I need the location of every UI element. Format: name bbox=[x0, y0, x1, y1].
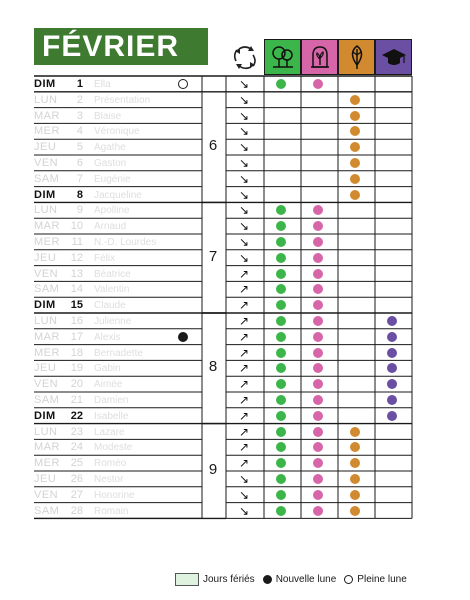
saint-name: Valentin bbox=[94, 284, 130, 296]
day-name: SAM bbox=[34, 394, 60, 406]
day-number: 24 bbox=[70, 441, 83, 454]
saint-name: N.-D. Lourdes bbox=[94, 237, 157, 248]
saint-name: Apolline bbox=[94, 205, 130, 217]
pink-dot bbox=[313, 474, 323, 484]
pink-dot bbox=[313, 79, 323, 89]
day-number: 14 bbox=[70, 283, 83, 296]
arrow-down-right-icon: ↘ bbox=[238, 487, 250, 502]
pink-dot bbox=[313, 300, 323, 310]
saint-name: Ella bbox=[94, 79, 111, 90]
saint-name: Roméo bbox=[94, 458, 127, 470]
day-row bbox=[34, 218, 414, 235]
day-number: 11 bbox=[71, 236, 83, 248]
saint-name: Nestor bbox=[94, 474, 124, 485]
legend-full-moon: Pleine lune bbox=[357, 573, 407, 585]
day-row bbox=[34, 171, 414, 188]
saint-name: Damien bbox=[94, 395, 129, 406]
arrow-up-right-icon: ↗ bbox=[238, 298, 250, 313]
day-row bbox=[34, 455, 414, 472]
pink-dot bbox=[313, 205, 323, 215]
pink-dot bbox=[313, 427, 323, 437]
day-name: SAM bbox=[34, 504, 60, 517]
green-dot bbox=[276, 363, 286, 373]
day-number: 10 bbox=[70, 220, 83, 233]
day-row bbox=[34, 329, 414, 346]
green-dot bbox=[276, 442, 286, 452]
day-number: 15 bbox=[70, 299, 83, 312]
day-number: 9 bbox=[76, 204, 83, 217]
pink-dot bbox=[313, 395, 323, 405]
orange-dot bbox=[350, 174, 360, 184]
arrow-down-right-icon: ↘ bbox=[238, 140, 250, 155]
holiday-swatch bbox=[175, 573, 199, 586]
day-name: MER bbox=[34, 457, 60, 470]
day-name: DIM bbox=[34, 299, 56, 312]
green-dot bbox=[276, 348, 286, 358]
day-name: SAM bbox=[34, 172, 60, 185]
orange-dot bbox=[350, 506, 360, 516]
day-name: MER bbox=[34, 236, 60, 248]
day-name: MAR bbox=[34, 330, 60, 343]
pink-dot bbox=[313, 332, 323, 342]
day-row bbox=[34, 313, 414, 330]
day-name: LUN bbox=[34, 93, 58, 106]
day-row bbox=[34, 187, 414, 204]
arrow-down-right-icon: ↘ bbox=[238, 203, 250, 218]
green-dot bbox=[276, 427, 286, 437]
arrow-down-right-icon: ↘ bbox=[238, 235, 250, 249]
arrow-up-right-icon: ↗ bbox=[238, 282, 250, 297]
day-number: 22 bbox=[70, 409, 83, 422]
full-moon-icon bbox=[344, 575, 353, 584]
day-row bbox=[34, 297, 414, 314]
new-moon-icon bbox=[178, 332, 188, 342]
day-row bbox=[34, 392, 414, 409]
pink-dot bbox=[313, 458, 323, 468]
day-number: 3 bbox=[76, 109, 83, 122]
day-row bbox=[34, 424, 414, 441]
saint-name: Eugénie bbox=[94, 173, 131, 185]
saint-name: Aimée bbox=[94, 379, 123, 391]
week-number: 6 bbox=[208, 137, 218, 155]
green-dot bbox=[276, 458, 286, 468]
orange-dot bbox=[350, 427, 360, 437]
green-dot bbox=[276, 284, 286, 294]
green-dot bbox=[276, 506, 286, 516]
day-row bbox=[34, 76, 414, 93]
day-name: LUN bbox=[34, 204, 58, 217]
arrow-down-right-icon: ↘ bbox=[238, 124, 250, 139]
week-number: 7 bbox=[208, 247, 218, 265]
green-dot bbox=[276, 411, 286, 421]
saint-name: Arnaud bbox=[94, 221, 127, 233]
month-title: FÉVRIER bbox=[42, 29, 180, 63]
day-row bbox=[34, 155, 414, 172]
pink-dot bbox=[313, 237, 323, 247]
saint-name: Honorine bbox=[94, 489, 135, 501]
week-number: 9 bbox=[208, 461, 218, 478]
purple-dot bbox=[387, 332, 397, 342]
orange-dot bbox=[350, 142, 360, 152]
new-moon-icon bbox=[263, 575, 272, 584]
arrow-down-right-icon: ↘ bbox=[238, 472, 250, 486]
saint-name: Romain bbox=[94, 505, 129, 517]
arrow-down-right-icon: ↘ bbox=[238, 92, 250, 107]
orange-dot bbox=[350, 126, 360, 136]
day-row bbox=[34, 360, 414, 377]
arrow-up-right-icon: ↗ bbox=[238, 393, 250, 407]
saint-name: Modeste bbox=[94, 442, 133, 454]
purple-dot bbox=[387, 411, 397, 421]
day-name: MAR bbox=[34, 109, 60, 122]
orange-dot bbox=[350, 95, 360, 105]
day-name: MER bbox=[34, 125, 60, 138]
pink-dot bbox=[313, 284, 323, 294]
green-dot bbox=[276, 205, 286, 215]
day-name: SAM bbox=[34, 283, 60, 296]
day-row bbox=[34, 487, 414, 504]
day-number: 5 bbox=[76, 141, 83, 154]
saint-name: Lazare bbox=[94, 426, 125, 438]
day-number: 1 bbox=[76, 78, 83, 90]
legend-new-moon: Nouvelle lune bbox=[275, 573, 337, 585]
day-number: 6 bbox=[76, 157, 83, 169]
day-number: 27 bbox=[70, 488, 83, 501]
arrow-down-right-icon: ↘ bbox=[238, 219, 250, 234]
saint-name: Claude bbox=[94, 300, 126, 312]
day-number: 19 bbox=[70, 362, 83, 375]
legend bbox=[175, 571, 407, 587]
day-row bbox=[34, 92, 414, 109]
green-dot bbox=[276, 253, 286, 263]
day-row bbox=[34, 123, 414, 140]
saint-name: Julienne bbox=[94, 316, 132, 327]
green-dot bbox=[276, 379, 286, 389]
day-name: DIM bbox=[34, 188, 56, 201]
green-dot bbox=[276, 490, 286, 500]
day-row bbox=[34, 281, 414, 298]
green-dot bbox=[276, 316, 286, 326]
saint-name: Gabin bbox=[94, 363, 121, 375]
day-number: 25 bbox=[70, 457, 83, 470]
purple-dot bbox=[387, 316, 397, 326]
green-dot bbox=[276, 237, 286, 247]
green-dot bbox=[276, 395, 286, 405]
day-row bbox=[34, 202, 414, 219]
pink-dot bbox=[313, 442, 323, 452]
orange-dot bbox=[350, 458, 360, 468]
day-name: MER bbox=[34, 346, 60, 359]
week-number: 8 bbox=[208, 358, 218, 376]
day-name: VEN bbox=[34, 488, 59, 501]
saint-name: Véronique bbox=[94, 126, 140, 138]
pink-dot bbox=[313, 490, 323, 500]
arrow-up-right-icon: ↗ bbox=[238, 361, 250, 376]
arrow-down-right-icon: ↘ bbox=[238, 250, 250, 265]
green-dot bbox=[276, 221, 286, 231]
arrow-up-right-icon: ↗ bbox=[238, 440, 250, 455]
day-row bbox=[34, 345, 414, 362]
saint-name: Félix bbox=[94, 252, 116, 264]
pink-dot bbox=[313, 506, 323, 516]
saint-name: Isabelle bbox=[94, 410, 129, 422]
saint-name: Jacqueline bbox=[94, 189, 142, 201]
arrow-up-right-icon: ↗ bbox=[238, 345, 250, 360]
green-dot bbox=[276, 474, 286, 484]
arrow-down-right-icon: ↘ bbox=[238, 187, 250, 202]
pink-dot bbox=[313, 363, 323, 373]
day-number: 7 bbox=[76, 172, 83, 185]
pink-dot bbox=[313, 316, 323, 326]
day-row bbox=[34, 139, 414, 156]
full-moon-icon bbox=[178, 79, 188, 89]
saint-name: Gaston bbox=[94, 158, 127, 169]
day-number: 20 bbox=[70, 378, 83, 391]
saint-name: Béatrice bbox=[94, 268, 131, 280]
green-dot bbox=[276, 300, 286, 310]
pink-dot bbox=[313, 253, 323, 263]
day-name: VEN bbox=[34, 378, 59, 391]
orange-dot bbox=[350, 490, 360, 500]
day-number: 26 bbox=[70, 473, 83, 485]
day-number: 8 bbox=[76, 188, 83, 201]
arrow-up-right-icon: ↗ bbox=[238, 456, 250, 471]
day-row bbox=[34, 503, 414, 520]
day-number: 12 bbox=[70, 251, 83, 264]
arrow-up-right-icon: ↗ bbox=[238, 266, 250, 281]
day-row bbox=[34, 471, 414, 488]
day-name: JEU bbox=[34, 251, 57, 264]
arrow-up-right-icon: ↗ bbox=[238, 408, 250, 423]
pink-dot bbox=[313, 269, 323, 279]
day-number: 16 bbox=[70, 315, 83, 327]
day-name: DIM bbox=[34, 78, 56, 90]
day-name: MAR bbox=[34, 441, 60, 454]
day-name: VEN bbox=[34, 157, 59, 169]
pink-dot bbox=[313, 379, 323, 389]
day-name: JEU bbox=[34, 362, 57, 375]
saint-name: Bernadette bbox=[94, 347, 143, 359]
orange-dot bbox=[350, 111, 360, 121]
arrow-up-right-icon: ↗ bbox=[238, 424, 250, 439]
orange-dot bbox=[350, 190, 360, 200]
day-row bbox=[34, 247, 414, 267]
pink-dot bbox=[313, 348, 323, 358]
day-row bbox=[34, 266, 414, 283]
arrow-down-right-icon: ↘ bbox=[238, 108, 250, 123]
day-row bbox=[34, 408, 414, 425]
arrow-up-right-icon: ↗ bbox=[238, 377, 250, 392]
day-name: LUN bbox=[34, 425, 58, 438]
purple-dot bbox=[387, 395, 397, 405]
arrow-down-right-icon: ↘ bbox=[238, 77, 250, 91]
purple-dot bbox=[387, 348, 397, 358]
saint-name: Agathe bbox=[94, 142, 126, 154]
arrow-down-right-icon: ↘ bbox=[238, 156, 250, 170]
green-dot bbox=[276, 79, 286, 89]
day-number: 28 bbox=[70, 504, 83, 517]
day-name: DIM bbox=[34, 409, 56, 422]
day-number: 13 bbox=[70, 267, 83, 280]
pink-dot bbox=[313, 411, 323, 421]
arrow-down-right-icon: ↘ bbox=[238, 171, 250, 186]
orange-dot bbox=[350, 158, 360, 168]
arrow-up-right-icon: ↗ bbox=[238, 329, 250, 344]
day-name: MAR bbox=[34, 220, 60, 233]
day-number: 2 bbox=[76, 93, 83, 106]
day-row bbox=[34, 234, 414, 251]
day-row bbox=[34, 108, 414, 125]
arrow-up-right-icon: ↗ bbox=[238, 314, 250, 328]
purple-dot bbox=[387, 363, 397, 373]
legend-holidays: Jours fériés bbox=[203, 573, 255, 585]
saint-name: Blaise bbox=[94, 110, 122, 122]
day-name: JEU bbox=[34, 141, 57, 154]
day-name: VEN bbox=[34, 267, 59, 280]
day-number: 17 bbox=[70, 330, 83, 343]
day-number: 21 bbox=[70, 394, 83, 406]
purple-dot bbox=[387, 379, 397, 389]
day-name: LUN bbox=[34, 315, 58, 327]
saint-name: Alexis bbox=[94, 331, 121, 343]
green-dot bbox=[276, 269, 286, 279]
day-row bbox=[34, 376, 414, 393]
day-number: 23 bbox=[70, 425, 83, 438]
pink-dot bbox=[313, 221, 323, 231]
orange-dot bbox=[350, 474, 360, 484]
arrow-down-right-icon: ↘ bbox=[238, 503, 250, 518]
day-name: JEU bbox=[34, 473, 57, 485]
day-row bbox=[34, 439, 414, 456]
orange-dot bbox=[350, 442, 360, 452]
day-number: 4 bbox=[76, 125, 83, 138]
saint-name: Présentation bbox=[94, 94, 151, 106]
green-dot bbox=[276, 332, 286, 342]
day-number: 18 bbox=[70, 346, 83, 359]
